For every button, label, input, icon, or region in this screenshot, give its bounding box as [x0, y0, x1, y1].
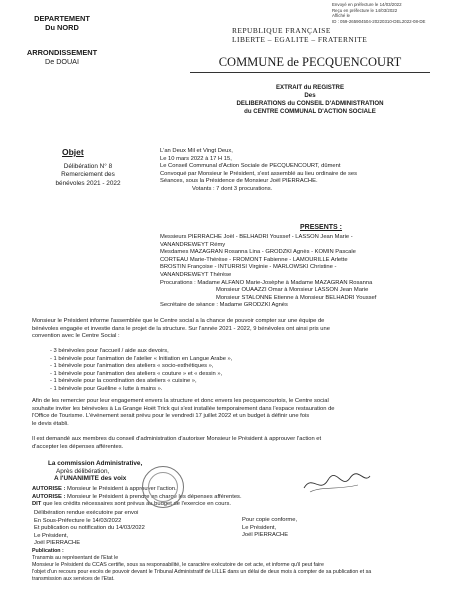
presents-line: Monsieur OUAAZZI Omar à Monsieur LASSON Jean Marie [216, 287, 369, 294]
body-line: convention avec le Centre Social : [32, 333, 120, 340]
footer-label: Publication : [32, 548, 64, 554]
presents-line: VANANDREWEYT Thérèse [160, 271, 232, 278]
footer-line: l'objet d'un recours pour excès de pouvoir devant le Tribunal Administratif de LILLE dans un délai de deux mois à compter de sa publication et sa [32, 569, 372, 575]
commission-line: La commission Administrative, [48, 460, 143, 467]
commission-line: Après délibération, [56, 467, 110, 475]
decision-autorise-action: AUTORISE : Monsieur le Président à approuver l'action. [32, 486, 177, 492]
list-item: - 1 bénévole pour la coordination des ateliers « cuisine », [50, 378, 197, 385]
footer-line: Transmis au représentant de l'Etat le [32, 555, 119, 561]
certification-left [34, 510, 145, 548]
body-paragraph-3 [32, 436, 321, 451]
intro-line: Le 10 mars 2022 à 17 H 15, [160, 155, 232, 162]
stamp-line: Envoyé en préfecture le 14/03/2022 [332, 2, 402, 7]
list-item: - 1 bénévole pour l'animation des ateliers « couture » et « dessin », [50, 370, 223, 377]
body-paragraph-2 [32, 398, 335, 428]
des-heading: Des [304, 92, 316, 99]
prefecture-stamp [332, 2, 448, 24]
presents-heading: PRESENTS : [300, 224, 343, 231]
list-item: - 1 bénévole pour l'animation de l'atelier « Initiation en Langue Arabe », [50, 355, 233, 362]
body-line: le devis établi. [32, 420, 69, 427]
stamp-line: ID : 059-265904504-20220310-DEL2022-08-DE [332, 18, 426, 24]
title-underline [190, 72, 430, 73]
intro-line: Le Conseil Communal d'Action Sociale de PECQUENCOURT, dûment [160, 163, 341, 170]
certification-right [242, 517, 297, 540]
deliberation-number: Délibération N° 8 [63, 163, 113, 170]
body-line: bénévoles engagée et investie dans le projet de la structure. Sur l'année 2021 - 2022, 9 bénévoles ont ainsi pris une [32, 325, 330, 332]
decision-dit: DIT que les crédits nécessaires sont prévus au budget de l'exercice en cours. [32, 501, 231, 508]
stamp-line: Reçu en préfecture le 14/03/2022 [332, 7, 398, 13]
presents-line: Procurations : Madame ALFANO Marie-Josèphe à Madame MAZAGRAN Rosanna [160, 279, 373, 286]
certif-line: Et publication ou notification du 14/03/2022 [34, 525, 145, 532]
objet-line: bénévoles 2021 - 2022 [55, 179, 121, 187]
certif-line: En Sous-Préfecture le 14/03/2022 [34, 517, 122, 524]
objet-description [44, 163, 132, 188]
list-item: - 1 bénévole pour Guéline « lutte à mains ». [50, 385, 163, 392]
intro-line: Séances, sous la Présidence de Monsieur Joël PIERRACHE. [160, 178, 318, 185]
presents-line: CORTEAU Marie-Thérèse - FROMONT Fabienne - LAMOURILLE Arlette [160, 256, 348, 263]
stamp-line: Affiché le [332, 13, 350, 19]
certif-line: Pour copie conforme, [242, 517, 298, 523]
session-intro [160, 148, 357, 194]
certif-line: Joël PIERRACHE [34, 540, 81, 547]
list-item: - 1 bénévole pour l'animation des ateliers « socio-esthétiques », [50, 363, 214, 370]
certif-line: Le Président, [34, 532, 69, 539]
presents-line: Messieurs PIERRACHE Joël - BELHADRI Youssef - LASSON Jean Marie - [160, 234, 353, 240]
objet-line: Remerciement des [61, 171, 115, 179]
presents-line: Monsieur STALONNE Etienne à Monsieur BELHADRI Youssef [216, 294, 377, 301]
republic-label: REPUBLIQUE FRANÇAISE [232, 26, 331, 35]
presents-line: Secrétaire de séance : Madame GRODZKI Agnès [160, 302, 288, 309]
president-signature [302, 470, 372, 496]
commission-block [48, 460, 142, 483]
presents-line: VANANDREWEYT Rémy [160, 241, 226, 248]
extrait-heading: EXTRAIT du REGISTRE [275, 84, 345, 91]
department-name: Du NORD [45, 23, 79, 32]
republic-motto: LIBERTE – EGALITE – FRATERNITE [232, 35, 368, 44]
deliberations-heading: DELIBERATIONS du CONSEIL D'ADMINISTRATION [236, 100, 384, 107]
footer-line: transmission aux services de l'Etat. [32, 576, 115, 582]
body-line: Monsieur le Président informe l'assemblée que le Centre social a la chance de pouvoir compter sur une équipe de [32, 318, 325, 324]
certif-line: Délibération rendue exécutoire par envoi [34, 510, 139, 516]
body-paragraph-1 [32, 318, 330, 341]
arrondissement-label: ARRONDISSEMENT [26, 48, 98, 57]
presents-list [160, 234, 376, 310]
commission-line: A l'UNANIMITE des voix [54, 475, 127, 483]
body-line: d'accepter les dépenses afférentes. [32, 443, 124, 450]
ccas-heading: du CENTRE COMMUNAL D'ACTION SOCIALE [244, 108, 376, 115]
body-line: l'Office de Tourisme. L'événement serait prévu pour le vendredi 17 juillet 2022 et un budget à définir une fois [32, 413, 310, 420]
certif-line: Joël PIERRACHE [242, 532, 289, 539]
body-line: Afin de les remercier pour leur engagement envers la structure et donc envers les pecquencourtois, le Centre social [32, 398, 329, 404]
decisions [32, 486, 242, 509]
certif-line: Le Président, [242, 524, 277, 531]
footer-publication [32, 548, 371, 583]
decision-autorise-depenses: AUTORISE : Monsieur le Président à prendre en charge les dépenses afférentes. [32, 493, 242, 500]
volunteer-list [50, 348, 232, 394]
intro-line: L'an Deux Mil et Vingt Deux, [160, 148, 233, 154]
intro-line: Votants : 7 dont 3 procurations. [192, 185, 273, 192]
presents-line: Mesdames MAZAGRAN Rosanna Lina - GRODZKI Agnès - KOMIN Pascale [160, 249, 356, 256]
presents-line: BROSTIN Françoise - INTURRISI Virginie - MARLOWSKI Christine - [160, 264, 337, 271]
commune-title: COMMUNE de PECQUENCOURT [218, 55, 402, 69]
department-label: DEPARTEMENT [34, 14, 90, 23]
footer-line: Monsieur le Président du CCAS certifie, sous sa responsabilité, le caractère exécutoire de cet acte, et informe qu'il peut faire [32, 562, 324, 568]
body-line: Il est demandé aux membres du conseil d'administration d'autoriser Monsieur le Président à approuver l'action et [32, 436, 322, 442]
intro-line: Convoqué par Monsieur le Président, s'est assemblé au lieu ordinaire de ses [160, 170, 358, 177]
objet-label: Objet [62, 147, 84, 157]
list-item: - 3 bénévoles pour l'accueil / aide aux devoirs, [50, 348, 169, 354]
arrondissement-name: De DOUAI [45, 57, 79, 66]
official-seal-inner [148, 472, 178, 502]
body-line: souhaite inviter les bénévoles à La Grange Hoët Trick qui s'est installée temporairement dans l'espace restauration de [32, 405, 335, 412]
